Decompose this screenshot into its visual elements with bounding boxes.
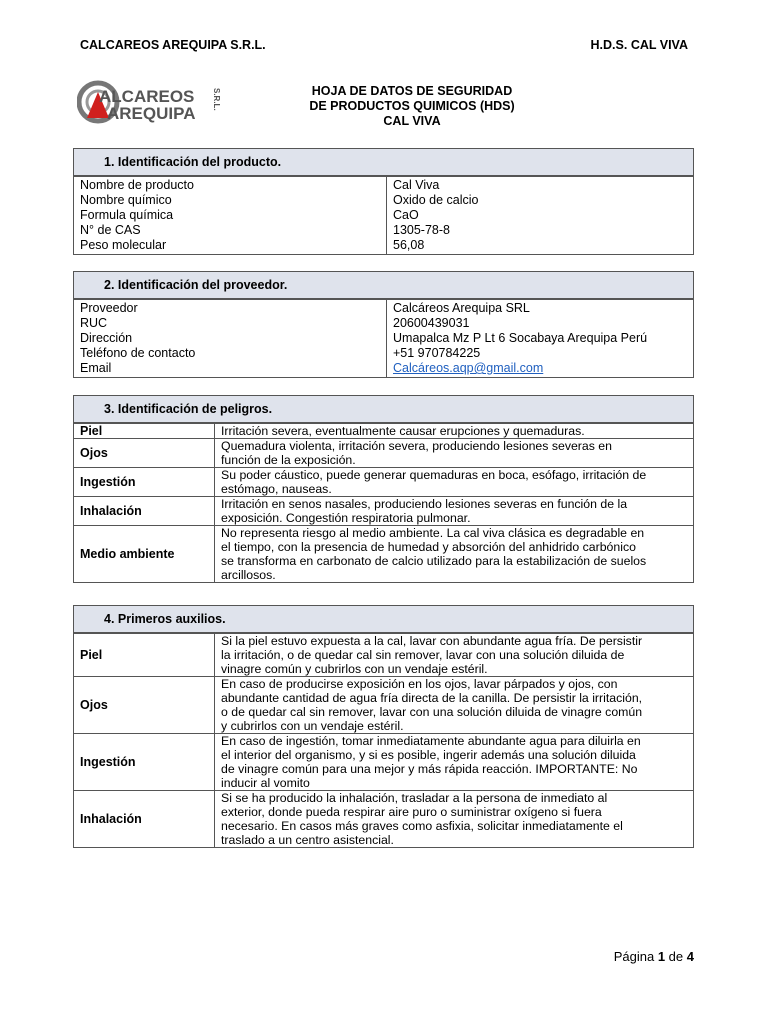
section-supplier-identification bbox=[73, 271, 694, 378]
text-line: Quemadura violenta, irritación severa, produciendo lesiones severas en bbox=[221, 439, 612, 453]
section-4-title: 4. Primeros auxilios. bbox=[73, 605, 694, 633]
value: Umapalca Mz P Lt 6 Socabaya Arequipa Perú bbox=[393, 331, 648, 345]
text-line: En caso de producirse exposición en los ojos, lavar párpados y ojos, con bbox=[221, 677, 618, 691]
row-label: Medio ambiente bbox=[74, 526, 215, 583]
table-row bbox=[74, 497, 694, 526]
row-text bbox=[215, 634, 694, 677]
text-line: de vinagre común para una mejor y más rápida reacción. IMPORTANTE: No bbox=[221, 762, 638, 776]
label: Proveedor bbox=[80, 301, 138, 315]
table-row bbox=[74, 439, 694, 468]
text-line: traslado a un centro asistencial. bbox=[221, 833, 394, 847]
row-text bbox=[215, 439, 694, 468]
label: Peso molecular bbox=[80, 238, 167, 252]
header-doc-code: H.D.S. CAL VIVA bbox=[590, 38, 688, 52]
supplier-labels bbox=[74, 300, 387, 378]
text-line: Irritación severa, eventualmente causar erupciones y quemaduras. bbox=[221, 424, 585, 438]
section-1-title: 1. Identificación del producto. bbox=[73, 148, 694, 176]
product-table bbox=[73, 176, 694, 255]
header-company: CALCAREOS AREQUIPA S.R.L. bbox=[80, 38, 266, 52]
row-label: Ingestión bbox=[74, 468, 215, 497]
label: RUC bbox=[80, 316, 108, 330]
text-line: Si se ha producido la inhalación, trasladar a la persona de inmediato al bbox=[221, 791, 608, 805]
row-text bbox=[215, 677, 694, 734]
row-label: Ojos bbox=[74, 439, 215, 468]
label: Formula química bbox=[80, 208, 174, 222]
row-text bbox=[215, 497, 694, 526]
text-line: el tiempo, con la presencia de humedad y absorción del anhidrido carbónico bbox=[221, 540, 636, 554]
text-line: necesario. En casos más graves como asfixia, solicitar inmediatamente el bbox=[221, 819, 623, 833]
text-line: En caso de ingestión, tomar inmediatamente abundante agua para diluirla en bbox=[221, 734, 641, 748]
text-line: Su poder cáustico, puede generar quemaduras en boca, esófago, irritación de bbox=[221, 468, 647, 482]
document-title bbox=[230, 84, 594, 129]
value: 56,08 bbox=[393, 238, 425, 252]
value: 20600439031 bbox=[393, 316, 470, 330]
row-label: Piel bbox=[74, 634, 215, 677]
section-first-aid bbox=[73, 605, 694, 848]
first-aid-table bbox=[73, 633, 694, 848]
logo-line1: ALCAREOS bbox=[99, 87, 195, 106]
table-row bbox=[74, 424, 694, 439]
text-line: función de la exposición. bbox=[221, 453, 356, 467]
supplier-table bbox=[73, 299, 694, 378]
of-label: de bbox=[668, 949, 684, 964]
label: Teléfono de contacto bbox=[80, 346, 196, 360]
text-line: estómago, nauseas. bbox=[221, 482, 332, 496]
text-line: Si la piel estuvo expuesta a la cal, lavar con abundante agua fría. De persistir bbox=[221, 634, 643, 648]
value: Oxido de calcio bbox=[393, 193, 479, 207]
row-label: Inhalación bbox=[74, 791, 215, 848]
total-pages: 4 bbox=[686, 949, 694, 964]
row-text bbox=[215, 526, 694, 583]
supplier-values bbox=[387, 300, 694, 378]
text-line: el interior del organismo, y si es posible, ingerir además una solución diluida bbox=[221, 748, 636, 762]
text-line: inducir al vomito bbox=[221, 776, 310, 790]
text-line: arcillosos. bbox=[221, 568, 276, 582]
text-line: Irritación en senos nasales, produciendo lesiones severas en función de la bbox=[221, 497, 628, 511]
table-row bbox=[74, 677, 694, 734]
table-row bbox=[74, 526, 694, 583]
title-line-2: DE PRODUCTOS QUIMICOS (HDS) bbox=[309, 99, 515, 113]
text-line: abundante cantidad de agua fría directa de la canilla. De persistir la irritación, bbox=[221, 691, 643, 705]
row-label: Ingestión bbox=[74, 734, 215, 791]
row-text bbox=[215, 468, 694, 497]
value: 1305-78-8 bbox=[393, 223, 450, 237]
text-line: y cubrirlos con un vendaje estéril. bbox=[221, 719, 404, 733]
label: Nombre de producto bbox=[80, 178, 194, 192]
value: Calcáreos Arequipa SRL bbox=[393, 301, 530, 315]
text-line: la irritación, o de quedar cal sin remover, lavar con una solución diluida de bbox=[221, 648, 625, 662]
label: Email bbox=[80, 361, 112, 375]
title-line-3: CAL VIVA bbox=[383, 114, 441, 128]
product-values bbox=[387, 177, 694, 255]
page-label: Página bbox=[613, 949, 655, 964]
email-link[interactable]: Calcáreos.aqp@gmail.com bbox=[393, 361, 544, 375]
table-row bbox=[74, 634, 694, 677]
hazards-table bbox=[73, 423, 694, 583]
row-label: Ojos bbox=[74, 677, 215, 734]
text-line: o de quedar cal sin remover, lavar con una solución diluida de vinagre común bbox=[221, 705, 643, 719]
current-page: 1 bbox=[657, 949, 666, 964]
value: +51 970784225 bbox=[393, 346, 481, 360]
value: Cal Viva bbox=[393, 178, 440, 192]
logo-line2: AREQUIPA bbox=[107, 104, 196, 123]
table-row bbox=[74, 734, 694, 791]
section-3-title: 3. Identificación de peligros. bbox=[73, 395, 694, 423]
table-row bbox=[74, 468, 694, 497]
row-text bbox=[215, 734, 694, 791]
section-hazard-identification bbox=[73, 395, 694, 583]
row-text bbox=[215, 791, 694, 848]
section-2-title: 2. Identificación del proveedor. bbox=[73, 271, 694, 299]
text-line: No representa riesgo al medio ambiente. La cal viva clásica es degradable en bbox=[221, 526, 645, 540]
company-logo bbox=[77, 80, 227, 124]
label: N° de CAS bbox=[80, 223, 141, 237]
text-line: exterior, donde pueda respirar aire puro o suministrar oxígeno si fuera bbox=[221, 805, 602, 819]
row-text bbox=[215, 424, 694, 439]
label: Nombre químico bbox=[80, 193, 172, 207]
page-number bbox=[614, 949, 694, 964]
text-line: vinagre común y cubrirlos con un vendaje estéril. bbox=[221, 662, 488, 676]
text-line: se transforma en carbonato de calcio utilizado para la estabilización de suelos bbox=[221, 554, 647, 568]
label: Dirección bbox=[80, 331, 133, 345]
row-label: Piel bbox=[74, 424, 215, 439]
title-line-1: HOJA DE DATOS DE SEGURIDAD bbox=[311, 84, 513, 98]
row-label: Inhalación bbox=[74, 497, 215, 526]
text-line: exposición. Congestión respiratoria pulmonar. bbox=[221, 511, 471, 525]
value: CaO bbox=[393, 208, 419, 222]
product-labels bbox=[74, 177, 387, 255]
table-row bbox=[74, 791, 694, 848]
logo-suffix: S.R.L. bbox=[212, 88, 221, 111]
section-product-identification bbox=[73, 148, 694, 255]
